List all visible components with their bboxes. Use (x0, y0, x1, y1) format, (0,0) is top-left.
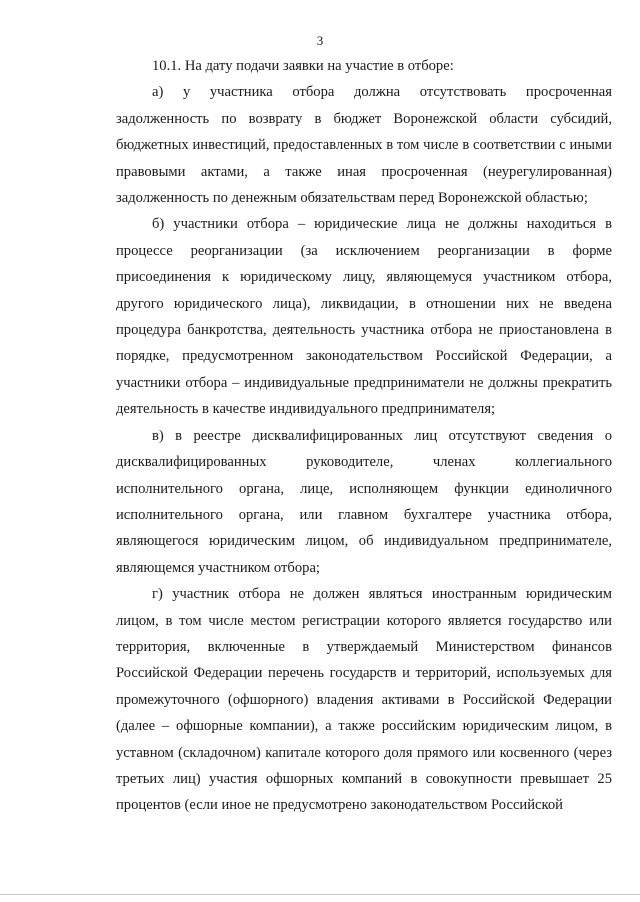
clause-heading: 10.1. На дату подачи заявки на участие в отборе: (152, 58, 454, 74)
paragraph-g: г) участник отбора не должен являться иностранным юридическим лицом, в том числе местом регистрации которого является государство или территория, включенные в утверждаемый Министерством финансов Российской Федерации перечень государств и территорий, используемых для промежуточного (офшорного) владения активами в Российской Федерации (далее – офшорные компании), а также российским юридическим лицом, в уставном (складочном) капитале которого доля прямого или косвенного (через третьих лиц) участия офшорных компаний в совокупности превышает 25 процентов (если иное не предусмотрено законодательством Российской (116, 586, 612, 814)
paragraph-b: б) участники отбора – юридические лица не должны находиться в процессе реорганизации (за исключением реорганизации в форме присоединения к юридическому лицу, являющемуся участником отбора, другого юридического лица), ликвидации, в отношении них не введена процедура банкротства, деятельность участника отбора не приостановлена в порядке, предусмотренном законодательством Российской Федерации, а участники отбора – индивидуальные предприниматели не должны прекратить деятельность в качестве индивидуального предпринимателя; (116, 216, 612, 418)
paragraph-v: в) в реестре дисквалифицированных лиц отсутствуют сведения о дисквалифицированных руководителе, членах коллегиального исполнительного органа, лице, исполняющем функции единоличного исполнительного органа, или главном бухгалтере участника отбора, являющегося юридическим лицом, об индивидуальном предпринимателе, являющемся участником отбора; (116, 427, 612, 576)
document-body (116, 53, 612, 819)
paragraph-a: а) у участника отбора должна отсутствовать просроченная задолженность по возврату в бюджет Воронежской области субсидий, бюджетных инвестиций, предоставленных в том числе в соответствии с иными правовыми актами, а также иная просроченная (неурегулированная) задолженность по денежным обязательствам перед Воронежской областью; (116, 84, 612, 207)
page-bottom-divider (0, 894, 640, 895)
page-number: 3 (316, 33, 324, 48)
